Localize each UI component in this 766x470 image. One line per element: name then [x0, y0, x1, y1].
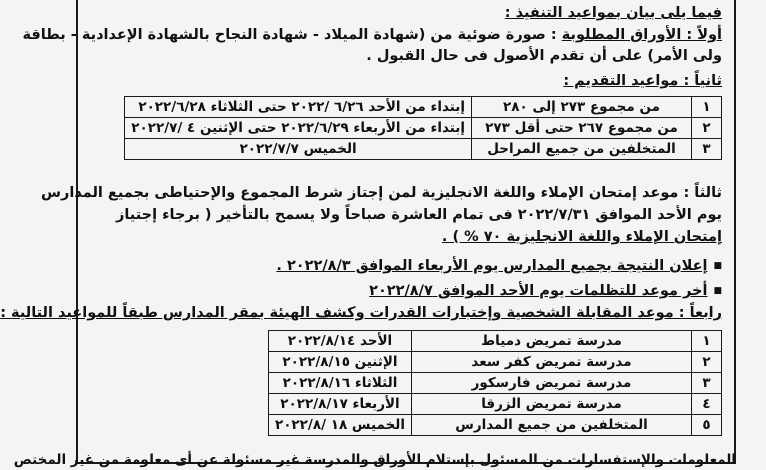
grievance-text: أخر موعد للتظلمات يوم الأحد الموافق ٢٠٢٢/٨/٧ — [369, 283, 708, 299]
group-cell: من مجموع ٢٧٣ إلى ٢٨٠ — [472, 97, 692, 118]
section3-text-2: يوم الأحد الموافق ٢٠٢٢/٧/٣١ فى تمام العاشرة صباحاً ولا يسمح بالتأخير ( برجاء إجتياز — [116, 207, 722, 223]
dates-label-line — [86, 72, 722, 90]
section4-text: رابعاً : موعد المقابلة الشخصية وإختبارات القدرات وكشف الهيئة بمقر المدارس طبقاً للمواعيد التالية : — [0, 305, 722, 321]
school-cell: مدرسة تمريض فارسكور — [412, 373, 692, 394]
school-cell: مدرسة تمريض كفر سعد — [412, 352, 692, 373]
section3-text-1: ثالثاً : موعد إمتحان الإملاء واللغة الانجليزية لمن إجتاز شرط المجموع والإحتياطى بجميع المدارس — [41, 185, 722, 201]
group-cell: المتخلفين من جميع المراحل — [472, 139, 692, 160]
result-text: إعلان النتيجة بجميع المدارس يوم الأربعاء الموافق ٢٠٢٢/٨/٣ . — [276, 258, 708, 274]
docs-label: أولاً : الأوراق المطلوبة — [561, 27, 722, 43]
period-cell: إبتداء من الأحد ٦/٢٦ /٢٠٢٢ حتى الثلاثاء ٢٠٢٢/٦/٢٨ — [125, 97, 472, 118]
dates-label: ثانياً : مواعيد التقديم : — [563, 73, 722, 89]
school-cell: مدرسة تمريض الزرقا — [412, 394, 692, 415]
footer-text: المعلومات والإستفسارات من المسئول بإستلام الأوراق والمدرسة غير مسئولة عن أى معلومة من غير المختص — [13, 452, 736, 468]
intro-text: فيما يلى بيان بمواعيد التنفيذ : — [504, 5, 722, 21]
section4-line — [0, 304, 722, 322]
row-number: ١ — [692, 331, 722, 352]
group-cell: من مجموع ٢٦٧ حتى أقل ٢٧٣ — [472, 118, 692, 139]
section3-text-3: إمتحان الإملاء واللغة الانجليزية ٧٠ % ) . — [441, 229, 722, 245]
table-row — [268, 373, 721, 394]
table-row — [268, 415, 721, 436]
table-row — [125, 97, 722, 118]
interview-schedule-table — [268, 330, 722, 436]
school-cell: مدرسة تمريض دمياط — [412, 331, 692, 352]
date-cell: الإثنين ٢٠٢٢/٨/١٥ — [268, 352, 411, 373]
row-number: ٢ — [692, 118, 722, 139]
result-announcement — [86, 257, 722, 275]
table-row — [268, 352, 721, 373]
period-cell: الخميس ٢٠٢٢/٧/٧ — [125, 139, 472, 160]
section3-line-1 — [41, 184, 722, 202]
docs-text: : صورة ضوئية من (شهادة الميلاد - شهادة النجاح بالشهادة الإعدادية - بطاقة — [22, 27, 557, 43]
row-number: ٣ — [692, 373, 722, 394]
row-number: ٥ — [692, 415, 722, 436]
date-cell: الثلاثاء ٢٠٢٢/٨/١٦ — [268, 373, 411, 394]
footer-note — [13, 452, 736, 468]
date-cell: الأحد ٢٠٢٢/٨/١٤ — [268, 331, 411, 352]
docs-line — [22, 26, 722, 44]
application-dates-table — [124, 96, 722, 160]
period-cell: إبتداء من الأربعاء ٢٠٢٢/٦/٢٩ حتى الإثنين ٤ /٢٠٢٢/٧ — [125, 118, 472, 139]
row-number: ٤ — [692, 394, 722, 415]
table-row — [268, 331, 721, 352]
table-row — [125, 118, 722, 139]
table-row — [125, 139, 722, 160]
section3-line-2 — [86, 206, 722, 224]
date-cell: الأربعاء ٢٠٢٢/٨/١٧ — [268, 394, 411, 415]
row-number: ٢ — [692, 352, 722, 373]
date-cell: الخميس ١٨ /٢٠٢٢/٨ — [268, 415, 411, 436]
intro-line — [86, 4, 722, 22]
school-cell: المتخلفين من جميع المدارس — [412, 415, 692, 436]
table-row — [268, 394, 721, 415]
row-number: ٣ — [692, 139, 722, 160]
section3-line-3 — [86, 228, 722, 246]
docs-line-2 — [86, 47, 722, 65]
grievance-deadline — [86, 282, 722, 300]
row-number: ١ — [692, 97, 722, 118]
docs-text-2: ولى الأمر) على أن تقدم الأصول فى حال القبول . — [366, 48, 722, 64]
